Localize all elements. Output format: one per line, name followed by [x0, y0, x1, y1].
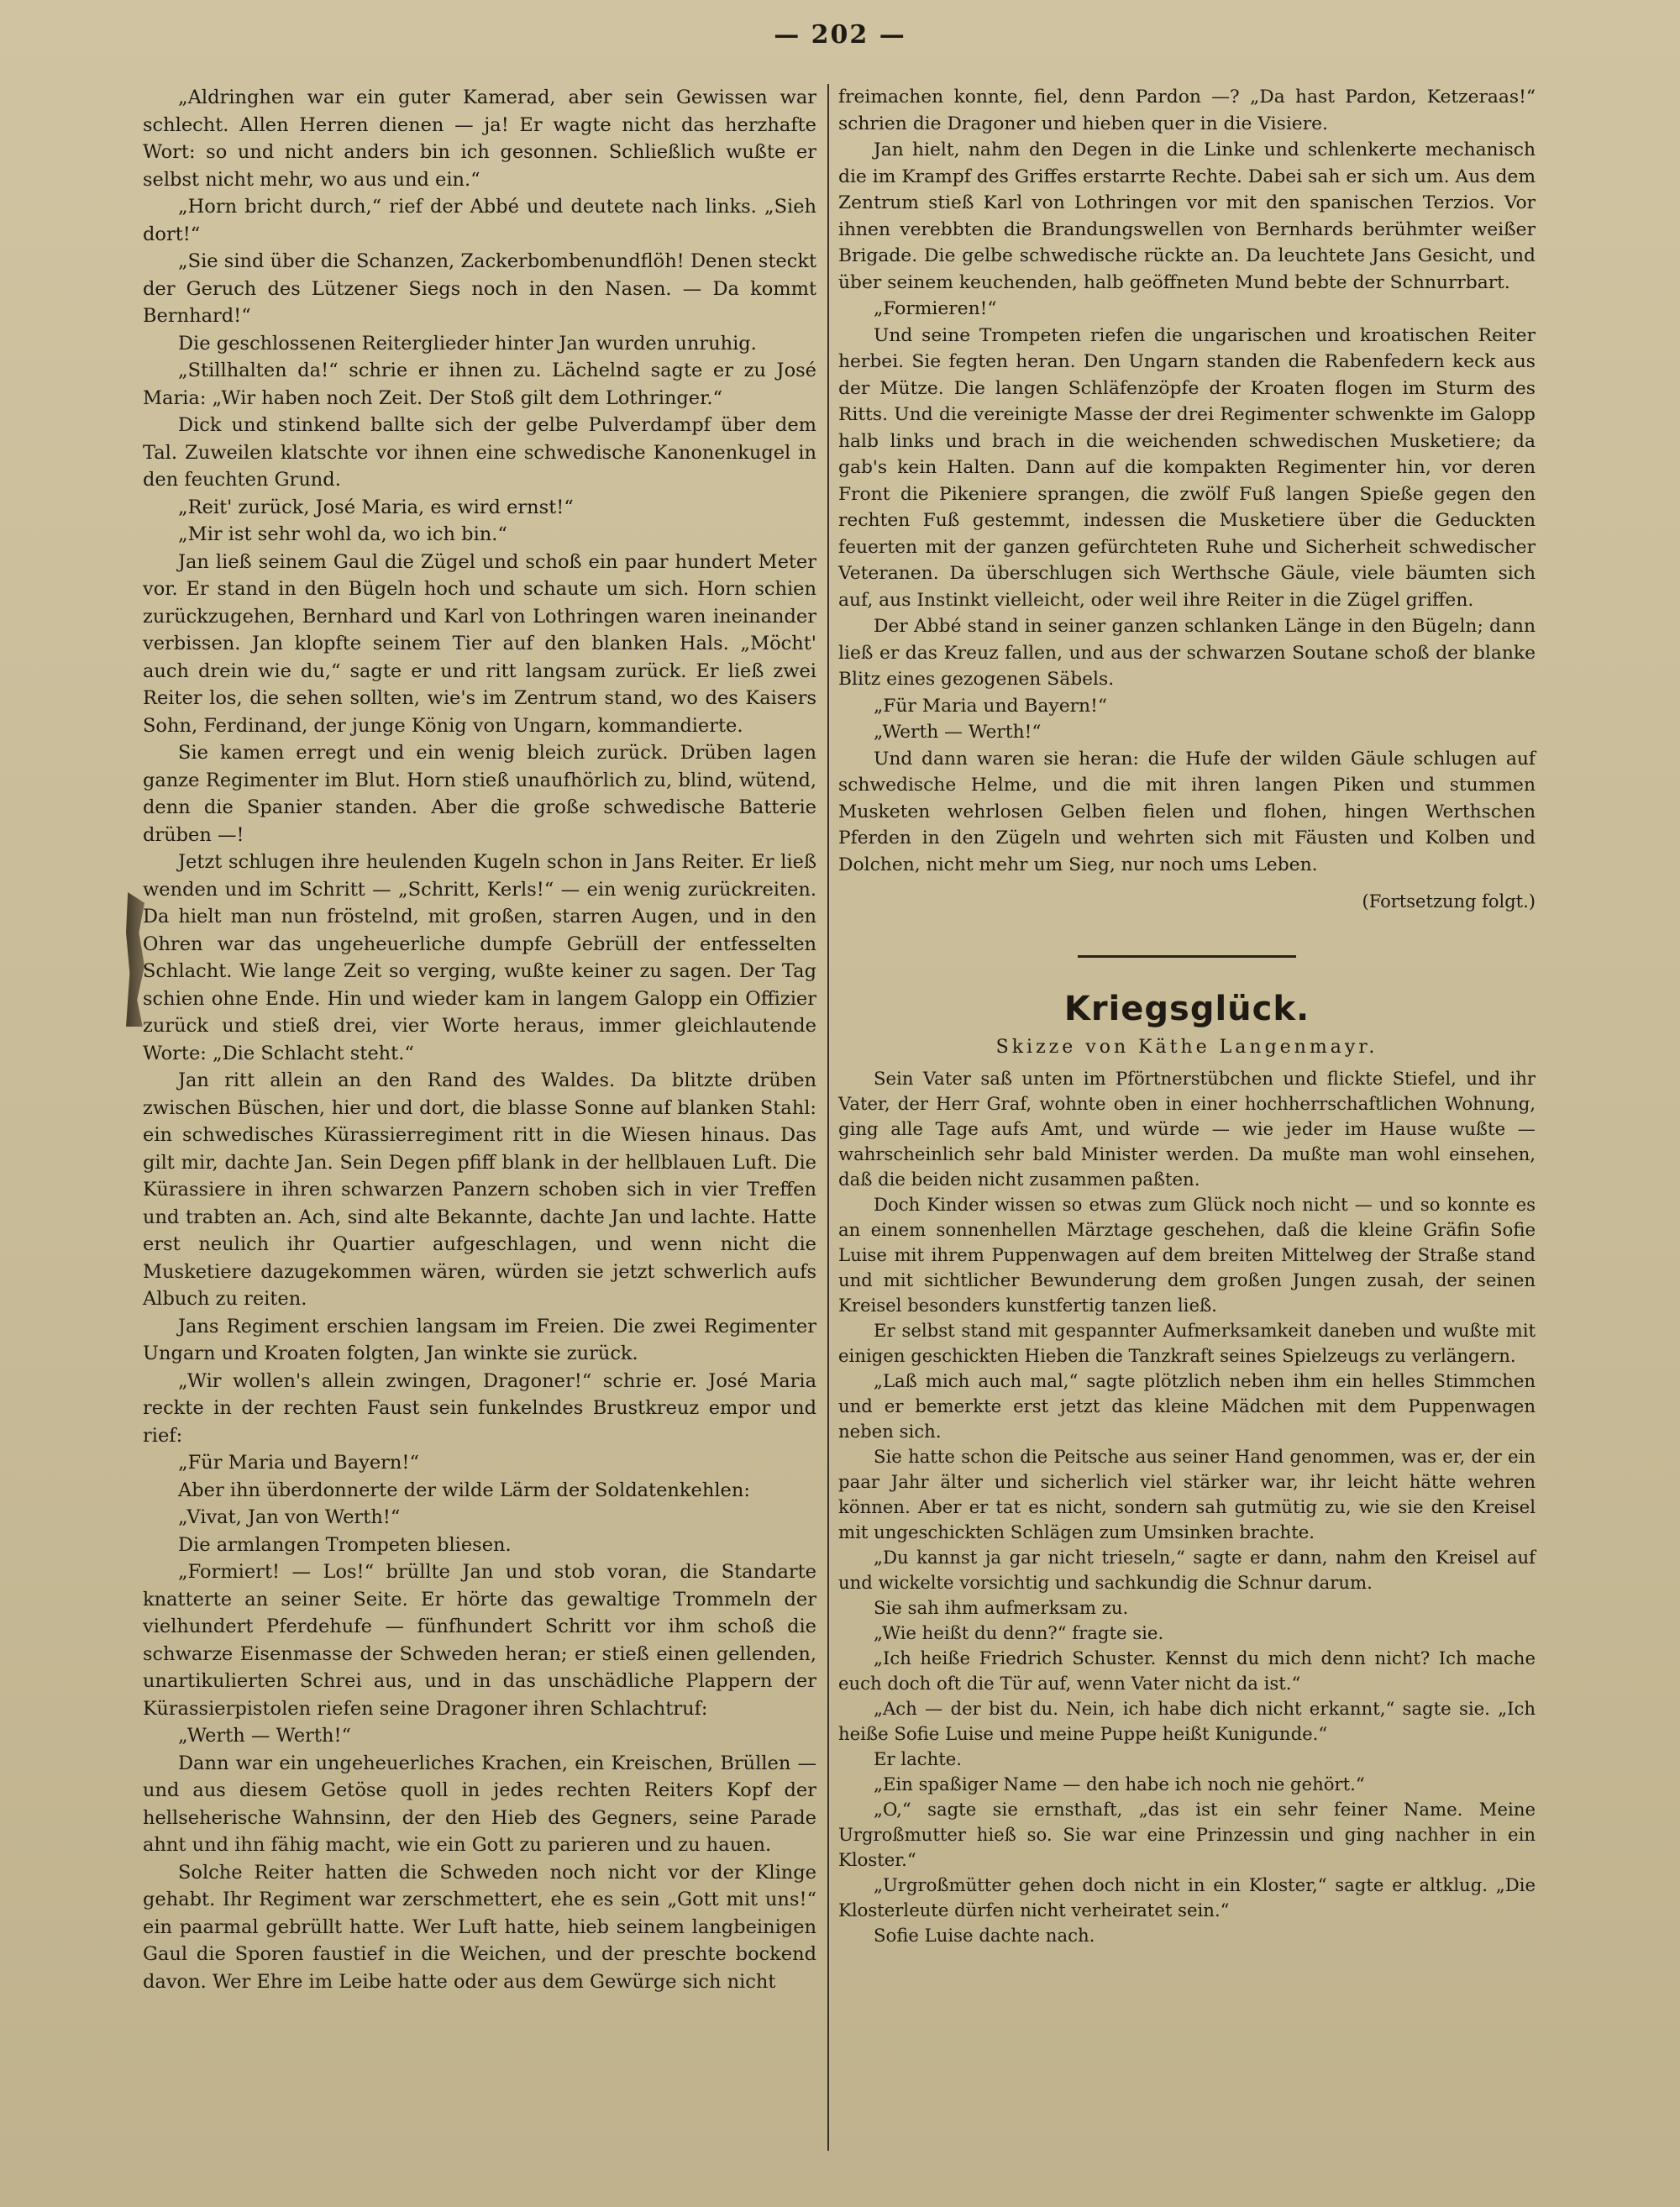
paragraph: Sie sah ihm aufmerksam zu.: [874, 1597, 1129, 1618]
paragraph: „Ach — der bist du. Nein, ich habe dich nicht erkannt,“ sagte sie. „Ich heiße Sofie Luise und meine Puppe heißt Kunigunde.“: [838, 1698, 1536, 1744]
paragraph: Jan ritt allein an den Rand des Waldes. Da blitzte drüben zwischen Büschen, hier und dort, die blasse Sonne auf blanken Stahl: ein schwedisches Kürassierregiment ritt in die Wiesen hinaus. Das gilt mir, dachte Jan. Sein Degen pfiff blank in der hellblauen Luft. Die Kürassiere in ihren schwarzen Panzern schoben sich in vier Treffen und trabten an. Ach, sind alte Bekannte, dachte Jan und lachte. Hatte erst neulich ihr Quartier aufgeschlagen, und wenn nicht die Musketiere dazugekommen wären, würden sie jetzt schwerlich aufs Albuch zu reiten.: [143, 1069, 816, 1310]
paragraph: Sie hatte schon die Peitsche aus seiner Hand genommen, was er, der ein paar Jahr älter und sicherlich viel stärker war, ihr leicht hätte wehren können. Aber er tat es nicht, sondern sah gutmütig zu, wie sie den Kreisel mit ungeschickten Schlägen zum Umsinken brachte.: [838, 1446, 1536, 1542]
paragraph: „Formiert! — Los!“ brüllte Jan und stob voran, die Standarte knatterte an seiner Seite. Er hörte das gewaltige Trommeln der vielhundert Pferdehufe — fünfhundert Schritt vor ihm schoß die schwarze Eisenmasse der Schweden heran; er stieß einen gellenden, unartikulierten Schrei aus, und in das unschädliche Plappern der Kürassierpistolen riefen seine Dragoner ihren Schlachtruf:: [143, 1561, 816, 1720]
paragraph: Jan hielt, nahm den Degen in die Linke und schlenkerte mechanisch die im Krampf des Griffes erstarrte Rechte. Dabei sah er sich um. Aus dem Zentrum stieß Karl von Lothringen vor mit den spanischen Terzios. Vor ihnen verebbten die Brandungswellen von Bernhards berühmter weißer Brigade. Die gelbe schwedische rückte an. Da leuchtete Jans Gesicht, und über seinem keuchenden, halb geöffneten Mund bebte der Schnurrbart.: [838, 139, 1536, 293]
story-body: [838, 1066, 1536, 1948]
paragraph: Die armlangen Trompeten bliesen.: [178, 1533, 512, 1556]
paragraph: Dann war ein ungeheuerliches Krachen, ein Kreischen, Brüllen — und aus diesem Getöse quoll in jedes rechten Reiters Kopf der hellseherische Wahnsinn, der den Hieb des Gegners, seine Parade ahnt und ihn fähig macht, wie ein Gott zu parieren und zu hauen.: [143, 1752, 816, 1856]
paragraph: „Ein spaßiger Name — den habe ich noch nie gehört.“: [874, 1773, 1365, 1795]
paragraph: Er lachte.: [874, 1748, 963, 1769]
paragraph: „Vivat, Jan von Werth!“: [178, 1506, 401, 1528]
paragraph: „Mir ist sehr wohl da, wo ich bin.“: [178, 523, 507, 545]
paragraph: „Stillhalten da!“ schrie er ihnen zu. Lächelnd sagte er zu José Maria: „Wir haben noch Zeit. Der Stoß gilt dem Lothringer.“: [143, 360, 816, 409]
paragraph: Die geschlossenen Reiterglieder hinter Jan wurden unruhig.: [178, 332, 757, 355]
page-number: — 202 —: [774, 20, 906, 50]
paragraph: „Laß mich auch mal,“ sagte plötzlich neben ihm ein helles Stimmchen und er bemerkte erst jetzt das kleine Mädchen mit dem Puppenwagen neben sich.: [838, 1370, 1536, 1442]
paragraph: Er selbst stand mit gespannter Aufmerksamkeit daneben und wußte mit einigen geschickten Hieben die Tanzkraft seines Spielzeugs zu verlängern.: [838, 1320, 1536, 1366]
story-byline: Skizze von Käthe Langenmayr.: [995, 1037, 1378, 1058]
paragraph: Jans Regiment erschien langsam im Freien. Die zwei Regimenter Ungarn und Kroaten folgten, Jan winkte sie zurück.: [143, 1315, 816, 1364]
paragraph: Jan ließ seinem Gaul die Zügel und schoß ein paar hundert Meter vor. Er stand in den Bügeln hoch und schaute um sich. Horn schien zurückzugehen, Bernhard und Karl von Lothringen waren ineinander verbissen. Jan klopfte seinem Tier auf den blanken Hals. „Möcht' auch drein wie du,“ sagte er und ritt langsam zurück. Er ließ zwei Reiter los, die sehen sollten, wie's im Zentrum stand, wo des Kaisers Sohn, Ferdinand, der junge König von Ungarn, kommandierte.: [143, 550, 816, 737]
paragraph: „Aldringhen war ein guter Kamerad, aber sein Gewissen war schlecht. Allen Herren dienen — ja! Er wagte nicht das herzhafte Wort: so und nicht anders bin ich gesonnen. Schließlich wußte er selbst nicht mehr, wo aus und ein.“: [143, 87, 816, 191]
paragraph: „Du kannst ja gar nicht trieseln,“ sagte er dann, nahm den Kreisel auf und wickelte vorsichtig und sachkundig die Schnur darum.: [838, 1547, 1536, 1593]
paragraph: Aber ihn überdonnerte der wilde Lärm der Soldatenkehlen:: [178, 1479, 750, 1501]
paragraph: Doch Kinder wissen so etwas zum Glück noch nicht — und so konnte es an einem sonnenhellen Märztage geschehen, daß die kleine Gräfin Sofie Luise mit ihrem Puppenwagen auf dem breiten Mittelweg der Straße stand und mit sichtlicher Bewunderung dem großen Jungen zusah, der seinen Kreisel besonders kunstfertig tanzen ließ.: [838, 1194, 1536, 1316]
paragraph: Dick und stinkend ballte sich der gelbe Pulverdampf über dem Tal. Zuweilen klatschte vor ihnen eine schwedische Kanonenkugel in den feuchten Grund.: [143, 414, 816, 491]
paragraph: „Reit' zurück, José Maria, es wird ernst!“: [178, 496, 574, 518]
paragraph: Der Abbé stand in seiner ganzen schlanken Länge in den Bügeln; dann ließ er das Kreuz fallen, und aus der schwarzen Soutane schoß der blanke Blitz eines gezogenen Säbels.: [838, 616, 1536, 690]
paragraph: „O,“ sagte sie ernsthaft, „das ist ein sehr feiner Name. Meine Urgroßmutter hieß so. Sie war eine Prinzessin und ging nachher in ein Kloster.“: [838, 1799, 1536, 1870]
paragraph: Solche Reiter hatten die Schweden noch nicht vor der Klinge gehabt. Ihr Regiment war zerschmettert, ehe es sein „Gott mit uns!“ ein paarmal gebrüllt hatte. Wer Luft hatte, hieb seinem langbeinigen Gaul die Sporen faustief in die Weichen, und der preschte bockend davon. Wer Ehre im Leibe hatte oder aus dem Gewürge sich nicht: [143, 1861, 816, 1993]
paragraph: „Wir wollen's allein zwingen, Dragoner!“ schrie er. José Maria reckte in der rechten Faust sein funkelndes Brustkreuz empor und rief:: [143, 1369, 816, 1447]
serial-continuation: [838, 84, 1536, 878]
paragraph: „Werth — Werth!“: [178, 1725, 351, 1747]
paragraph: „Sie sind über die Schanzen, Zackerbombenundflöh! Denen steckt der Geruch des Lützener Siegs noch in den Nasen. — Da kommt Bernhard!“: [143, 250, 816, 327]
story-title: Kriegsglück.: [1063, 990, 1310, 1028]
right-column: [838, 84, 1536, 1948]
column-rule: [827, 84, 829, 2151]
paragraph: Und dann waren sie heran: die Hufe der wilden Gäule schlugen auf schwedische Helme, und die mit ihren langen Piken und stummen Musketen wehrlosen Gelben fielen und flohen, hingen Werthschen Pferden in den Zügeln und wehrten sich mit Fäusten und Kolben und Dolchen, nicht mehr um Sieg, nur noch ums Leben.: [838, 748, 1536, 875]
paragraph: „Ich heiße Friedrich Schuster. Kennst du mich denn nicht? Ich mache euch doch oft die Tür auf, wenn Vater nicht da ist.“: [838, 1647, 1536, 1694]
story-section: [838, 990, 1536, 1948]
paragraph: „Für Maria und Bayern!“: [874, 695, 1107, 717]
paragraph: „Formieren!“: [874, 298, 997, 319]
paragraph: Sein Vater saß unten im Pförtnerstübchen und flickte Stiefel, und ihr Vater, der Herr Graf, wohnte oben in einer hochherrschaftlichen Wohnung, ging alle Tage aufs Amt, und würde — wie jeder im Hause wußte — wahrscheinlich sehr bald Minister werden. Da mußte man wohl einsehen, daß die beiden nicht zusammen paßten.: [838, 1068, 1536, 1190]
left-column: [143, 84, 816, 1995]
paragraph: freimachen konnte, fiel, denn Pardon —? „Da hast Pardon, Ketzeraas!“ schrien die Dragoner und hieben quer in die Visiere.: [838, 87, 1536, 134]
paragraph: „Für Maria und Bayern!“: [178, 1452, 419, 1474]
paragraph: „Wie heißt du denn?“ fragte sie.: [874, 1622, 1164, 1643]
section-separator: [1078, 955, 1296, 958]
paragraph: „Urgroßmütter gehen doch nicht in ein Kloster,“ sagte er altklug. „Die Klosterleute dürfen nicht verheiratet sein.“: [838, 1874, 1536, 1921]
continuation-note: (Fortsetzung folgt.): [1362, 891, 1536, 912]
paragraph: „Horn bricht durch,“ rief der Abbé und deutete nach links. „Sieh dort!“: [143, 196, 816, 245]
paragraph: „Werth — Werth!“: [874, 722, 1042, 743]
paragraph: Sofie Luise dachte nach.: [874, 1925, 1095, 1946]
paragraph: Jetzt schlugen ihre heulenden Kugeln schon in Jans Reiter. Er ließ wenden und im Schritt — „Schritt, Kerls!“ — ein wenig zurückreiten. Da hielt man nun fröstelnd, mit großen, starren Augen, und in den Ohren war das ungeheuerliche dumpfe Gebrüll der entfesselten Schlacht. Wie lange Zeit so verging, wußte keiner zu sagen. Der Tag schien ohne Ende. Hin und wieder kam in langem Galopp ein Offizier zurück und stieß drei, vier Worte heraus, immer gleichlautende Worte: „Die Schlacht steht.“: [143, 851, 816, 1064]
paragraph: Sie kamen erregt und ein wenig bleich zurück. Drüben lagen ganze Regimenter im Blut. Horn stieß unaufhörlich zu, blind, wütend, denn die Spanier standen. Aber die große schwedische Batterie drüben —!: [143, 742, 816, 846]
paper-tear: [126, 892, 144, 1027]
paragraph: Und seine Trompeten riefen die ungarischen und kroatischen Reiter herbei. Sie fegten heran. Den Ungarn standen die Rabenfedern keck aus der Mütze. Die langen Schläfenzöpfe der Kroaten flogen im Sturm des Ritts. Und die vereinigte Masse der drei Regimenter schwenkte im Galopp halb links und brach in die weichenden schwedischen Musketiere; da gab's kein Halten. Dann auf die kompakten Regimenter hin, vor deren Front die Pikeniere sprangen, die zwölf Fuß langen Spieße gegen den rechten Fuß gestemmt, indessen die Musketiere über die Geduckten feuerten mit der ganzen gefürchteten Ruhe und Sicherheit schwedischer Veteranen. Da überschlugen sich Werthsche Gäule, viele bäumten sich auf, aus Instinkt vielleicht, oder weil ihre Reiter in die Zügel griffen.: [838, 324, 1536, 611]
